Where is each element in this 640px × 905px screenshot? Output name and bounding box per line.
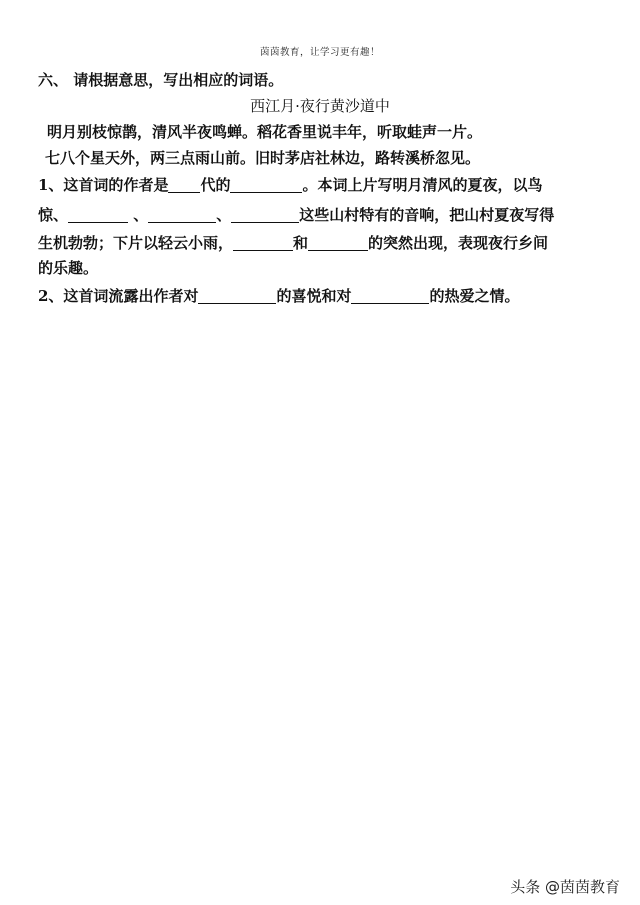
question-1-text: 代的 (200, 176, 231, 194)
answer-blank-love[interactable] (351, 287, 429, 304)
question-1-text: 。本词上片写明月清风的夏夜，以鸟 (302, 176, 543, 194)
question-1-text: 、 (216, 206, 232, 224)
answer-blank-joy[interactable] (198, 287, 276, 304)
question-2-text: 的热爱之情。 (429, 287, 520, 305)
question-2-text: 2、这首词流露出作者对 (38, 287, 199, 305)
question-1-text: 、 (128, 206, 149, 224)
question-1-line-2 (38, 205, 618, 225)
page-header: 茵茵教育，让学习更有趣！ (259, 47, 380, 58)
question-1-text: 和 (293, 234, 309, 252)
section-title: 六、 请根据意思，写出相应的词语。 (38, 71, 284, 89)
question-1-line-1 (38, 175, 618, 195)
answer-blank-sound-1[interactable] (68, 206, 128, 223)
poem-title: 西江月·夜行黄沙道中 (250, 97, 390, 115)
question-1-line-4: 的乐趣。 (38, 259, 99, 277)
question-1-text: 惊、 (38, 206, 69, 224)
poem-line-2: 七八个星天外，两三点雨山前。旧时茅店社林边，路转溪桥忽见。 (45, 149, 481, 167)
answer-blank-sound-3[interactable] (231, 206, 299, 223)
poem-line-1: 明月别枝惊鹊，清风半夜鸣蝉。稻花香里说丰年，听取蛙声一片。 (47, 123, 483, 141)
answer-blank-scene-1[interactable] (233, 234, 293, 251)
question-1-text: 生机勃勃；下片以轻云小雨， (38, 234, 234, 252)
watermark: 头条 @茵茵教育 (510, 878, 620, 896)
question-1-text: 这些山村特有的音响，把山村夏夜写得 (299, 206, 555, 224)
question-1-text: 1、这首词的作者是 (38, 176, 169, 194)
question-2-line (38, 286, 618, 306)
answer-blank-scene-2[interactable] (308, 234, 368, 251)
answer-blank-author[interactable] (230, 176, 302, 193)
question-1-line-3 (38, 233, 618, 253)
question-2-text: 的喜悦和对 (276, 287, 352, 305)
answer-blank-dynasty[interactable] (168, 176, 200, 193)
question-1-text: 的突然出现，表现夜行乡间 (368, 234, 549, 252)
answer-blank-sound-2[interactable] (148, 206, 216, 223)
